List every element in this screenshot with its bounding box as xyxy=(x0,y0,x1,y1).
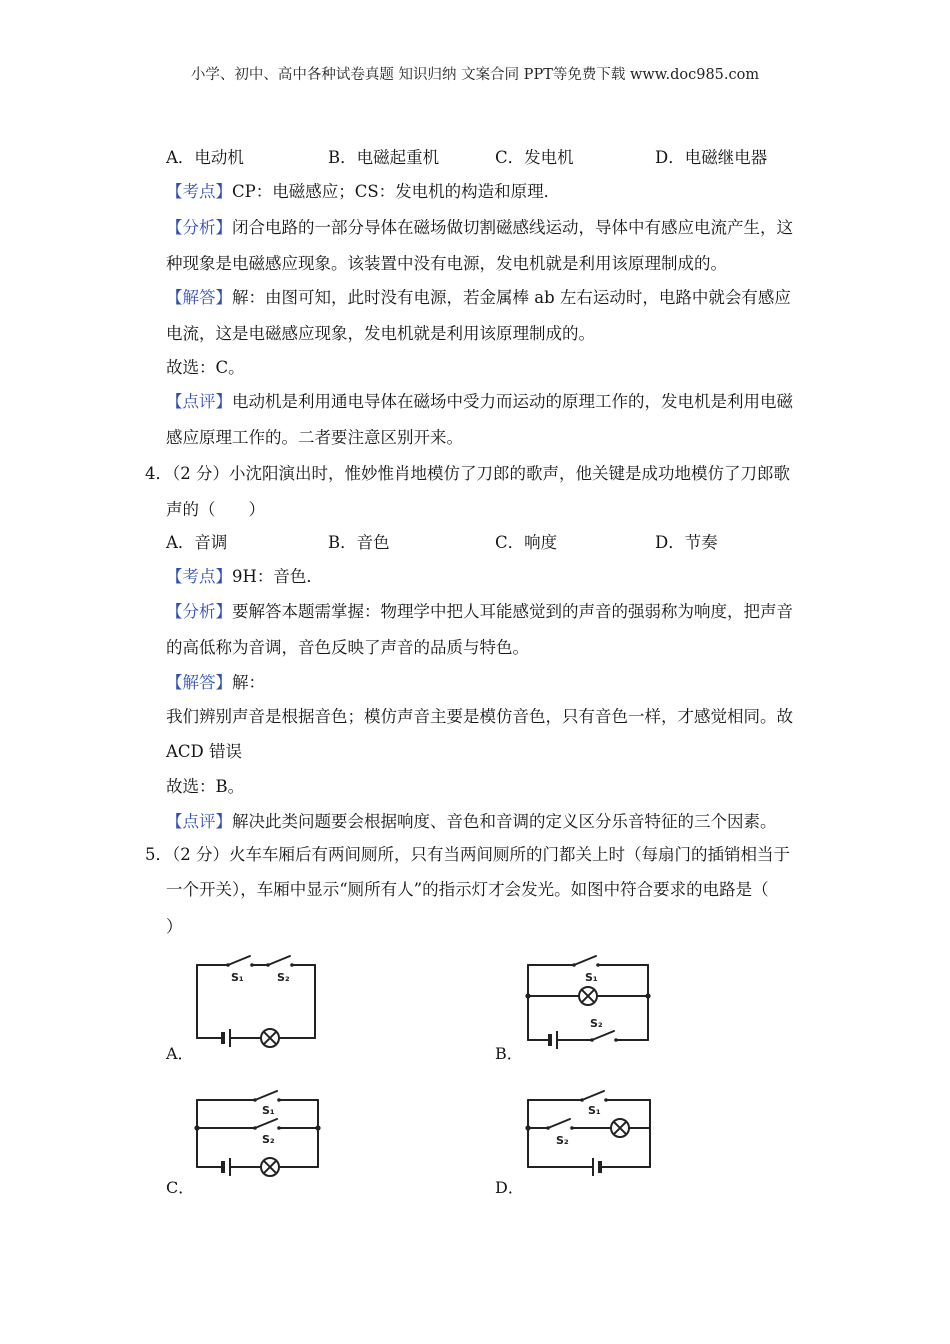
circuit-d-s2-blade xyxy=(548,1119,570,1128)
q5-stem-line-2: 一个开关），车厢中显示“厕所有人”的指示灯才会发光。如图中符合要求的电路是（ xyxy=(166,880,769,899)
q3-jieda-label: 【解答】 xyxy=(166,288,232,307)
q4-option-d: D．节奏 xyxy=(655,533,718,552)
q3-answer: 故选：C。 xyxy=(166,358,245,377)
q3-fenxi-line-2: 种现象是电磁感应现象。该装置中没有电源，发电机就是利用该原理制成的。 xyxy=(166,254,727,273)
q4-fenxi-line-2: 的高低称为音调，音色反映了声音的品质与特色。 xyxy=(166,638,529,657)
q4-kaodian-label: 【考点】 xyxy=(166,567,232,586)
q4-jieda-label: 【解答】 xyxy=(166,673,232,692)
circuit-a-label: A． xyxy=(166,1044,194,1063)
circuit-a-battery-icon xyxy=(223,1029,230,1047)
q3-jieda-text-1: 解：由图可知，此时没有电源，若金属棒 ab 左右运动时，电路中就会有感应 xyxy=(232,288,791,307)
q3-option-c: C．发电机 xyxy=(495,148,574,167)
q4-stem-line-2: 声的（ ） xyxy=(166,500,265,519)
circuit-c-battery-icon xyxy=(223,1158,230,1176)
circuit-b-s2-label: S₂ xyxy=(590,1017,603,1030)
q4-jieda-line-1 xyxy=(166,674,265,692)
circuit-d-s1-blade xyxy=(582,1091,604,1100)
q4-dianping xyxy=(166,813,777,831)
circuit-a-s2-blade xyxy=(268,956,290,965)
q4-kaodian-text: 9H：音色． xyxy=(232,567,323,586)
circuit-c-s1-label: S₁ xyxy=(262,1104,275,1117)
q3-option-d: D．电磁继电器 xyxy=(655,148,768,167)
q4-jieda-line-2: 我们辨别声音是根据音色；模仿声音主要是模仿音色，只有音色一样，才感觉相同。故 xyxy=(166,707,793,726)
q3-option-a: A．电动机 xyxy=(166,148,244,167)
circuit-c-s1-blade xyxy=(255,1091,277,1100)
q4-option-b: B．音色 xyxy=(328,533,390,552)
circuit-c-diagram xyxy=(188,1086,328,1186)
q4-jieda-line-3: ACD 错误 xyxy=(166,742,243,761)
q4-fenxi-label: 【分析】 xyxy=(166,602,232,621)
circuit-d-battery-icon xyxy=(593,1158,600,1176)
page-header: 小学、初中、高中各种试卷真题 知识归纳 文案合同 PPT等免费下载 www.doc985.com xyxy=(190,67,760,83)
circuit-b-battery-icon xyxy=(550,1031,557,1049)
q5-stem-line-3: ） xyxy=(166,917,183,936)
q4-kaodian xyxy=(166,568,323,586)
q4-fenxi-line-1 xyxy=(166,603,793,621)
circuit-c-label: C． xyxy=(166,1178,195,1197)
circuit-b-lamp-icon xyxy=(579,987,597,1005)
circuit-c-s2-label: S₂ xyxy=(262,1133,275,1146)
q3-kaodian-text: CP：电磁感应；CS：发电机的构造和原理． xyxy=(232,182,561,201)
q3-jieda-line-2: 电流，这是电磁感应现象，发电机就是利用该原理制成的。 xyxy=(166,324,595,343)
q4-jieda-text-1: 解： xyxy=(232,673,265,692)
circuit-d-label: D． xyxy=(495,1178,524,1197)
circuit-c-s2-blade xyxy=(255,1119,277,1128)
circuit-b-s1-label: S₁ xyxy=(585,971,598,984)
q3-kaodian xyxy=(166,183,560,201)
q4-stem-line-1: 4．（2 分）小沈阳演出时，惟妙惟肖地模仿了刀郎的歌声，他关键是成功地模仿了刀郎歌 xyxy=(145,464,790,483)
circuit-a-diagram xyxy=(188,952,328,1052)
circuit-b-label: B． xyxy=(495,1044,523,1063)
circuit-a-lamp-icon xyxy=(261,1029,279,1047)
q3-fenxi-label: 【分析】 xyxy=(166,218,232,237)
circuit-a-s1-blade xyxy=(228,956,250,965)
q3-fenxi-line-1 xyxy=(166,219,793,237)
circuit-d-lamp-icon xyxy=(611,1119,629,1137)
q3-jieda-line-1 xyxy=(166,289,791,307)
q3-dianping-line-2: 感应原理工作的。二者要注意区别开来。 xyxy=(166,428,463,447)
circuit-d-s1-label: S₁ xyxy=(588,1104,601,1117)
q3-option-b: B．电磁起重机 xyxy=(328,148,440,167)
q5-stem-line-1: 5．（2 分）火车车厢后有两间厕所，只有当两间厕所的门都关上时（每扇门的插销相当于 xyxy=(145,845,790,864)
circuit-d-diagram xyxy=(520,1086,660,1186)
q3-dianping-line-1 xyxy=(166,393,793,411)
q3-fenxi-text-1: 闭合电路的一部分导体在磁场做切割磁感线运动，导体中有感应电流产生，这 xyxy=(232,218,793,237)
circuit-a-s1-label: S₁ xyxy=(231,971,244,984)
circuit-b-s2-blade xyxy=(592,1031,614,1040)
q4-dianping-text: 解决此类问题要会根据响度、音色和音调的定义区分乐音特征的三个因素。 xyxy=(232,812,777,831)
circuit-d-s2-label: S₂ xyxy=(556,1134,569,1147)
q4-fenxi-text-1: 要解答本题需掌握：物理学中把人耳能感觉到的声音的强弱称为响度，把声音 xyxy=(232,602,793,621)
circuit-b-diagram xyxy=(520,952,660,1052)
q4-option-a: A．音调 xyxy=(166,533,228,552)
q4-dianping-label: 【点评】 xyxy=(166,812,232,831)
q4-answer: 故选：B。 xyxy=(166,777,245,796)
circuit-c-lamp-icon xyxy=(261,1158,279,1176)
q3-kaodian-label: 【考点】 xyxy=(166,182,232,201)
q3-dianping-label: 【点评】 xyxy=(166,392,232,411)
circuit-a-s2-label: S₂ xyxy=(277,971,290,984)
circuit-b-s1-blade xyxy=(574,956,596,965)
q3-dianping-text-1: 电动机是利用通电导体在磁场中受力而运动的原理工作的，发电机是利用电磁 xyxy=(232,392,793,411)
q4-option-c: C．响度 xyxy=(495,533,558,552)
